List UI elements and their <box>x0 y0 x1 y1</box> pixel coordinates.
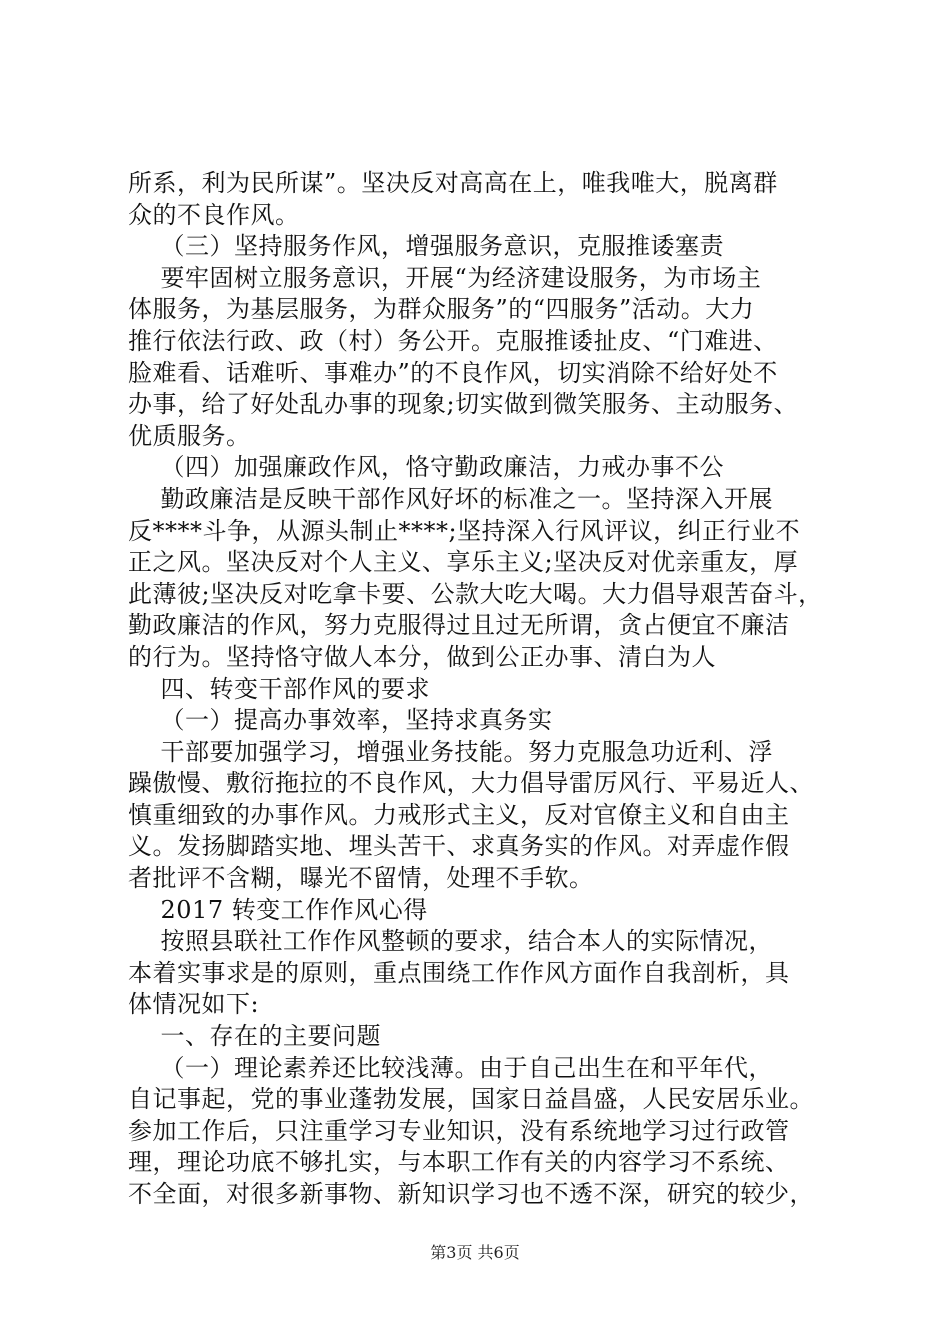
text-line: 体服务，为基层服务，为群众服务”的“四服务”活动。大力 <box>128 295 755 324</box>
text-line: 参加工作后，只注重学习专业知识，没有系统地学习过行政管 <box>128 1116 790 1145</box>
text-line: 自记事起，党的事业蓬勃发展，国家日益昌盛，人民安居乐业。 <box>128 1085 814 1114</box>
text-line: 义。发扬脚踏实地、埋头苦干、求真务实的作风。对弄虚作假 <box>128 832 790 861</box>
text-line: 勤政廉洁的作风，努力克服得过且过无所谓，贪占便宜不廉洁 <box>128 611 790 640</box>
text-line: 本着实事求是的原则，重点围绕工作作风方面作自我剖析，具 <box>128 958 790 987</box>
text-line: 慎重细致的办事作风。力戒形式主义，反对官僚主义和自由主 <box>128 800 790 829</box>
text-line: 所系，利为民所谋”。坚决反对高高在上，唯我唯大，脱离群 <box>128 169 778 197</box>
text-line: 体情况如下: <box>128 990 260 1019</box>
text-line: （一）理论素养还比较浅薄。由于自己出生在和平年代， <box>128 1053 774 1082</box>
text-line: 正之风。坚决反对个人主义、享乐主义;坚决反对优亲重友，厚 <box>128 548 799 577</box>
text-line: 脸难看、话难听、事难办”的不良作风，切实消除不给好处不 <box>128 358 778 387</box>
text-line: 者批评不含糊，曝光不留情，处理不手软。 <box>128 864 594 893</box>
text-line: 勤政廉洁是反映干部作风好坏的标准之一。坚持深入开展 <box>128 484 774 513</box>
text-line: 办事，给了好处乱办事的现象;切实做到微笑服务、主动服务、 <box>128 390 799 419</box>
text-line: 此薄彼;坚决反对吃拿卡要、公款大吃大喝。大力倡导艰苦奋斗， <box>128 579 823 608</box>
section-heading: 一、存在的主要问题 <box>128 1022 382 1051</box>
section-heading: 四、转变干部作风的要求 <box>128 674 431 703</box>
section-title: 2017 转变工作作风心得 <box>128 895 428 924</box>
text-line: 推行依法行政、政（村）务公开。克服推诿扯皮、“门难进、 <box>128 326 778 355</box>
text-line: 反****斗争，从源头制止****;坚持深入行风评议，纠正行业不 <box>128 516 801 545</box>
text-line: 干部要加强学习，增强业务技能。努力克服急功近利、浮 <box>128 737 774 766</box>
section-heading: （三）坚持服务作风，增强服务意识，克服推诿塞责 <box>128 232 725 261</box>
text-line: 要牢固树立服务意识，开展“为经济建设服务，为市场主 <box>128 263 762 292</box>
text-line: 优质服务。 <box>128 421 251 450</box>
text-line: 躁傲慢、敷衍拖拉的不良作风，大力倡导雷厉风行、平易近人、 <box>128 769 814 798</box>
document-body <box>128 168 828 1211</box>
text-line: 的行为。坚持恪守做人本分，做到公正办事、清白为人 <box>128 642 716 671</box>
text-line: 众的不良作风。 <box>128 200 300 229</box>
page-number-footer: 第3页 共6页 <box>430 1243 520 1262</box>
text-line: 按照县联社工作作风整顿的要求，结合本人的实际情况， <box>128 927 774 956</box>
section-heading: （四）加强廉政作风，恪守勤政廉洁，力戒办事不公 <box>128 453 725 482</box>
text-line: 理，理论功底不够扎实，与本职工作有关的内容学习不系统、 <box>128 1148 790 1177</box>
section-heading: （一）提高办事效率，坚持求真务实 <box>128 706 553 735</box>
text-line: 不全面，对很多新事物、新知识学习也不透不深，研究的较少， <box>128 1180 814 1208</box>
